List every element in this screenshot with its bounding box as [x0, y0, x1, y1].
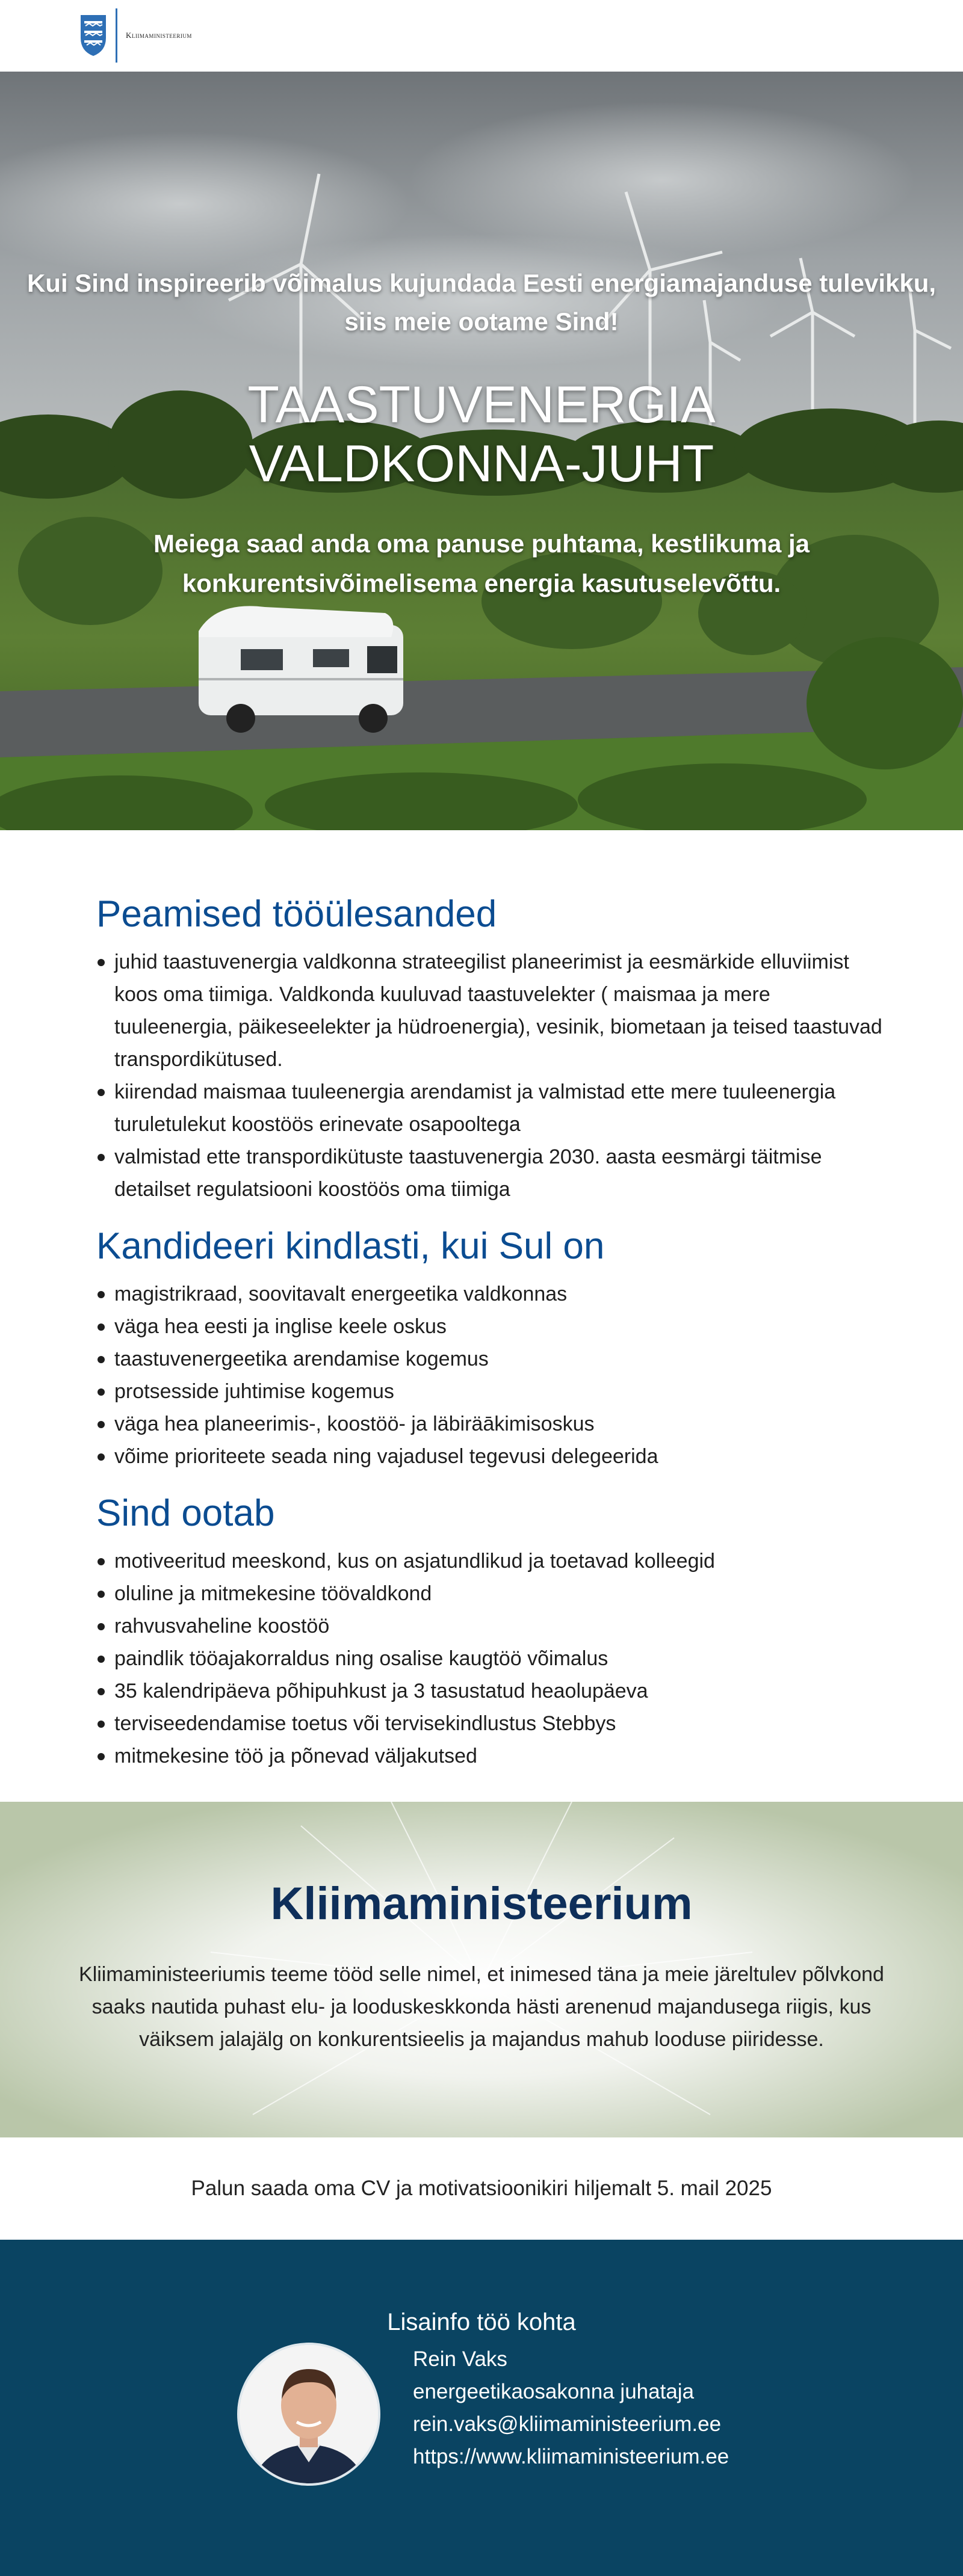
requirements-section — [96, 1222, 891, 1473]
offer-list — [96, 1545, 891, 1772]
logo-text: Kliimaministeerium — [126, 31, 192, 40]
contact-footer — [0, 2240, 963, 2576]
list-item: terviseedendamise toetus või tervisekindlustus Stebbys — [96, 1707, 891, 1740]
contact-person-photo — [240, 2345, 378, 2483]
list-item: juhid taastuvenergia valdkonna strateegilist planeerimist ja eesmärkide elluviimist koos oma tiimiga. Valdkonda kuuluvad taastuvelekter ( maismaa ja mere tuuleenergia, päikeseelekter ja hüdroenergia), vesinik, biometaan ja teised taastuvad transpordikütused. — [96, 946, 891, 1076]
contact-position: energeetikaosakonna juhataja — [413, 2380, 695, 2403]
list-item: väga hea eesti ja inglise keele oskus — [96, 1310, 891, 1343]
application-deadline: Palun saada oma CV ja motivatsioonikiri hiljemalt 5. mail 2025 — [191, 2177, 772, 2200]
hero-subtitle-line1: Meiega saad anda oma panuse puhtama, kestlikuma ja — [153, 529, 810, 558]
hero-subtitle — [120, 524, 843, 603]
coat-of-arms-icon — [79, 14, 107, 57]
ministry-section — [0, 1802, 963, 2137]
requirements-list — [96, 1278, 891, 1473]
logo-divider — [116, 8, 117, 63]
job-title: TAASTUVENERGIA VALDKONNA-JUHT — [247, 376, 716, 493]
contact-email-link[interactable]: rein.vaks@kliimaministeerium.ee — [413, 2412, 722, 2436]
hero-intro-line2: siis meie ootame Sind! — [344, 307, 619, 336]
list-item: valmistad ette transpordikütuste taastuvenergia 2030. aasta eesmärgi täitmise detailset regulatsiooni koostöös oma tiimiga — [96, 1141, 891, 1206]
list-item: 35 kalendripäeva põhipuhkust ja 3 tasustatud heaolupäeva — [96, 1675, 891, 1707]
requirements-heading: Kandideeri kindlasti, kui Sul on — [96, 1225, 605, 1267]
list-item: rahvusvaheline koostöö — [96, 1610, 891, 1642]
contact-heading: Lisainfo töö kohta — [387, 2309, 576, 2335]
hero-banner — [0, 72, 963, 830]
list-item: motiveeritud meeskond, kus on asjatundlikud ja toetavad kolleegid — [96, 1545, 891, 1577]
tasks-section — [96, 890, 891, 1206]
tasks-heading: Peamised tööülesanded — [96, 893, 497, 935]
ministry-logo[interactable] — [79, 8, 192, 63]
camper-van — [199, 606, 403, 733]
hero-subtitle-line2: konkurentsivõimelisema energia kasutuselevõttu. — [182, 569, 781, 597]
contact-name: Rein Vaks — [413, 2347, 507, 2371]
tasks-list — [96, 946, 891, 1206]
list-item: taastuvenergeetika arendamise kogemus — [96, 1343, 891, 1375]
offer-section — [96, 1490, 891, 1772]
list-item: väga hea planeerimis-, koostöö- ja läbiräākimisoskus — [96, 1408, 891, 1440]
contact-details — [413, 2343, 729, 2473]
list-item: oluline ja mitmekesine töövaldkond — [96, 1577, 891, 1610]
ministry-title: Kliimaministeerium — [270, 1878, 693, 1929]
list-item: kiirendad maismaa tuuleenergia arendamist ja valmistad ette mere tuuleenergia turuletulekut koostöös erinevate osapooltega — [96, 1076, 891, 1141]
list-item: paindlik tööajakorraldus ning osalise kaugtöö võimalus — [96, 1642, 891, 1675]
list-item: protsesside juhtimise kogemus — [96, 1375, 891, 1408]
job-description — [96, 890, 891, 1789]
hero-intro-line1: Kui Sind inspireerib võimalus kujundada Eesti energiamajanduse tulevikku, — [26, 269, 937, 297]
website-link[interactable]: https://www.kliimaministeerium.ee — [413, 2445, 729, 2468]
offer-heading: Sind ootab — [96, 1493, 275, 1534]
ministry-description: Kliimaministeeriumis teeme tööd selle nimel, et inimesed täna ja meie järeltulev põlvkond saaks nautida puhast elu- ja looduskeskkonda hästi arenenud majandusega riigis, kus väiksem jalajälg on konkurentsieelis ja majandus mahub looduse piiridesse. — [79, 1963, 884, 2051]
hero-intro — [0, 264, 963, 341]
list-item: magistrikraad, soovitavalt energeetika valdkonnas — [96, 1278, 891, 1310]
list-item: mitmekesine töö ja põnevad väljakutsed — [96, 1740, 891, 1772]
avatar — [240, 2345, 378, 2483]
site-header — [0, 0, 963, 72]
list-item: võime prioriteete seada ning vajadusel tegevusi delegeerida — [96, 1440, 891, 1473]
